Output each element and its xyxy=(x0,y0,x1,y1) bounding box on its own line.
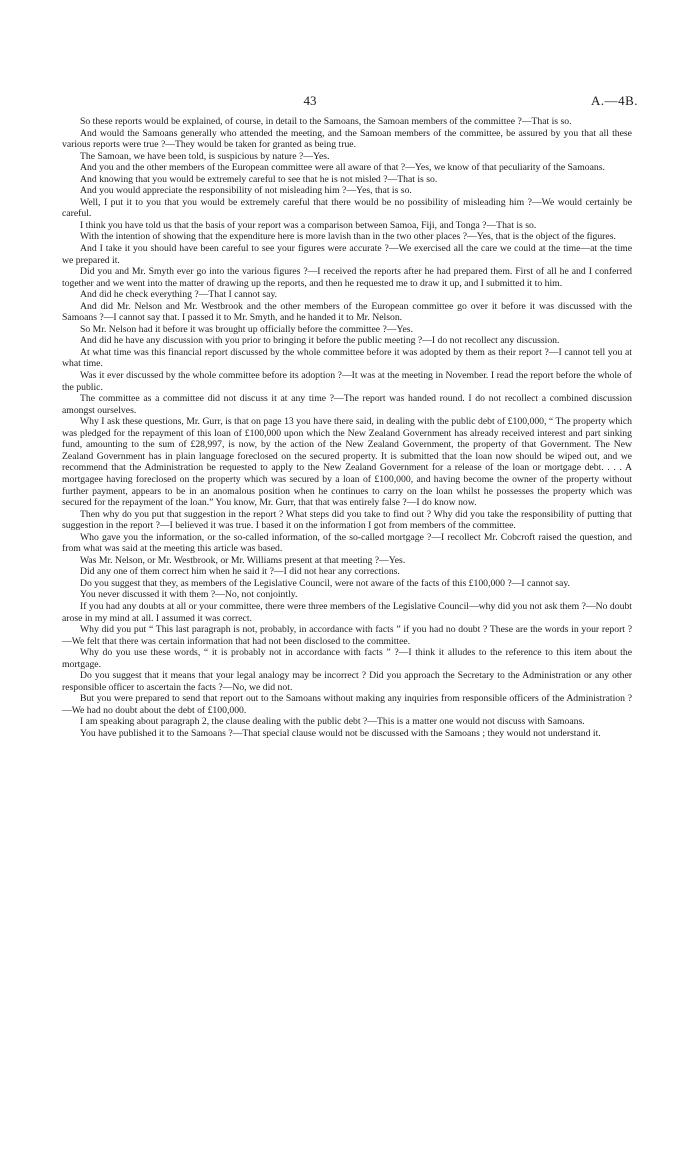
paragraph: Was Mr. Nelson, or Mr. Westbrook, or Mr. Williams present at that meeting ?—Yes. xyxy=(80,554,406,566)
paragraph: I think you have told us that the basis of your report was a comparison between Samoa, Fiji, and Tonga ?—That is so. xyxy=(80,219,537,231)
paragraph: If you had any doubts at all or your committee, there were three members of the Legislative Council—why did you not ask them ?—No doubt arose in my mind at all. I assumed it was correct. xyxy=(62,600,632,624)
paragraph: And would the Samoans generally who attended the meeting, and the Samoan members of the committee, be assured by you that all these various reports were true ?—They would be taken for granted as being true. xyxy=(62,127,632,151)
page-number: 43 xyxy=(303,93,317,108)
paragraph: The committee as a committee did not discuss it at any time ?—The report was handed round. I do not recollect a combined discussion amongst ourselves. xyxy=(62,393,632,416)
paragraph: And did he check everything ?—That I cannot say. xyxy=(80,289,278,301)
paper-reference: A.—4B. xyxy=(590,93,638,108)
paragraph: Do you suggest that they, as members of the Legislative Council, were not aware of the facts of this £100,000 ?—I cannot say. xyxy=(80,577,570,589)
paragraph: With the intention of showing that the expenditure here is more lavish than in the two other places ?—Yes, that is the object of the figures. xyxy=(80,231,616,243)
paragraph: Well, I put it to you that you would be extremely careful that there would be no possibility of misleading him ?—We would certainly be careful. xyxy=(62,196,632,220)
paragraph: The Samoan, we have been told, is suspicious by nature ?—Yes. xyxy=(80,150,330,162)
paragraph: Do you suggest that it means that your legal analogy may be incorrect ? Did you approach the Secretary to the Administration or any other responsible officer to ascertain the facts ?—No, we did not. xyxy=(62,670,632,693)
paragraph: Was it ever discussed by the whole committee before its adoption ?—It was at the meeting in November. I read the report before the whole of the public. xyxy=(62,370,632,393)
page-header xyxy=(0,93,700,109)
paragraph: So Mr. Nelson had it before it was brought up officially before the committee ?—Yes. xyxy=(80,323,413,335)
paragraph: But you were prepared to send that report out to the Samoans without making any inquiries from responsible officers of the Administration ?—We had no doubt about the debt of £100,000. xyxy=(62,693,632,716)
paragraph: You never discussed it with them ?—No, not conjointly. xyxy=(80,589,298,601)
paragraph: You have published it to the Samoans ?—That special clause would not be discussed with the Samoans ; they would not understand it. xyxy=(80,727,601,739)
paragraph: Why I ask these questions, Mr. Gurr, is that on page 13 you have there said, in dealing with the public debt of £100,000, “ The property which was pledged for the repayment of this loan of £100,000 upon which the New Zealand Government has already received interest and part sinking fund, amounting to the sum of £28,997, is now, by the action of the New Zealand Government, the property of that Government. The New Zealand Government has in plain language foreclosed on the secured property. It is submitted that the loan now should be wiped out, and we recommend that the Administration be requested to apply to the New Zealand Government for a release of the loan or mortgage debt. . . . A mortgagee having foreclosed on the property which was secured by a loan of £100,000, and having become the owner of the property without further payment, appears to be in an anomalous position when he continues to carry on the loan whilst he possesses the property which was secured for the repayment of the loan.” You know, Mr. Gurr, that that was entirely false ?—I do know now. xyxy=(62,416,632,509)
paragraph: I am speaking about paragraph 2, the clause dealing with the public debt ?—This is a matter one would not discuss with Samoans. xyxy=(80,716,585,728)
paragraph: Why did you put “ This last paragraph is not, probably, in accordance with facts ” if you had no doubt ? These are the words in your report ?—We felt that there was certain information that had not been disclosed to the committee. xyxy=(62,624,632,647)
paragraph: Did any one of them correct him when he said it ?—I did not hear any corrections. xyxy=(80,566,400,578)
paragraph: And you would appreciate the responsibility of not misleading him ?—Yes, that is so. xyxy=(80,185,412,197)
paragraph: And you and the other members of the European committee were all aware of that ?—Yes, we know of that peculiarity of the Samoans. xyxy=(80,162,605,174)
paragraph: Who gave you the information, or the so-called information, of the so-called mortgage ?—I recollect Mr. Cobcroft raised the question, and from what was said at the meeting this article was based. xyxy=(62,531,632,555)
paragraph: Why do you use these words, “ it is probably not in accordance with facts ” ?—I think it alludes to the reference to this item about the mortgage. xyxy=(62,647,632,670)
paragraph: And did he have any discussion with you prior to bringing it before the public meeting ?—I do not recollect any discussion. xyxy=(80,335,560,347)
paragraph: Then why do you put that suggestion in the report ? What steps did you take to find out ? Why did you take the responsibility of putting that suggestion in the report ?—I believed it was true. I based it on the information I got from members of the committee. xyxy=(62,508,632,532)
paragraph: And knowing that you would be extremely careful to see that he is not misled ?—That is so. xyxy=(80,173,438,185)
paragraph: So these reports would be explained, of course, in detail to the Samoans, the Samoan members of the committee ?—That is so. xyxy=(80,116,572,127)
paragraph: Did you and Mr. Smyth ever go into the various figures ?—I received the reports after he had prepared them. First of all he and I conferred together and we went into the matter of drawing up the reports, and then he requested me to draw it up, and I submitted it to him. xyxy=(62,266,632,289)
paragraph: At what time was this financial report discussed by the whole committee before it was adopted by them as their report ?—I cannot tell you at what time. xyxy=(62,346,632,370)
paragraph: And I take it you should have been careful to see your figures were accurate ?—We exercised all the care we could at the time—at the time we prepared it. xyxy=(62,243,632,266)
paragraph: And did Mr. Nelson and Mr. Westbrook and the other members of the European committee go over it before it was discussed with the Samoans ?—I cannot say that. I passed it to Mr. Smyth, and he handed it to Mr. Nelson. xyxy=(62,300,632,324)
body-text xyxy=(62,116,632,740)
